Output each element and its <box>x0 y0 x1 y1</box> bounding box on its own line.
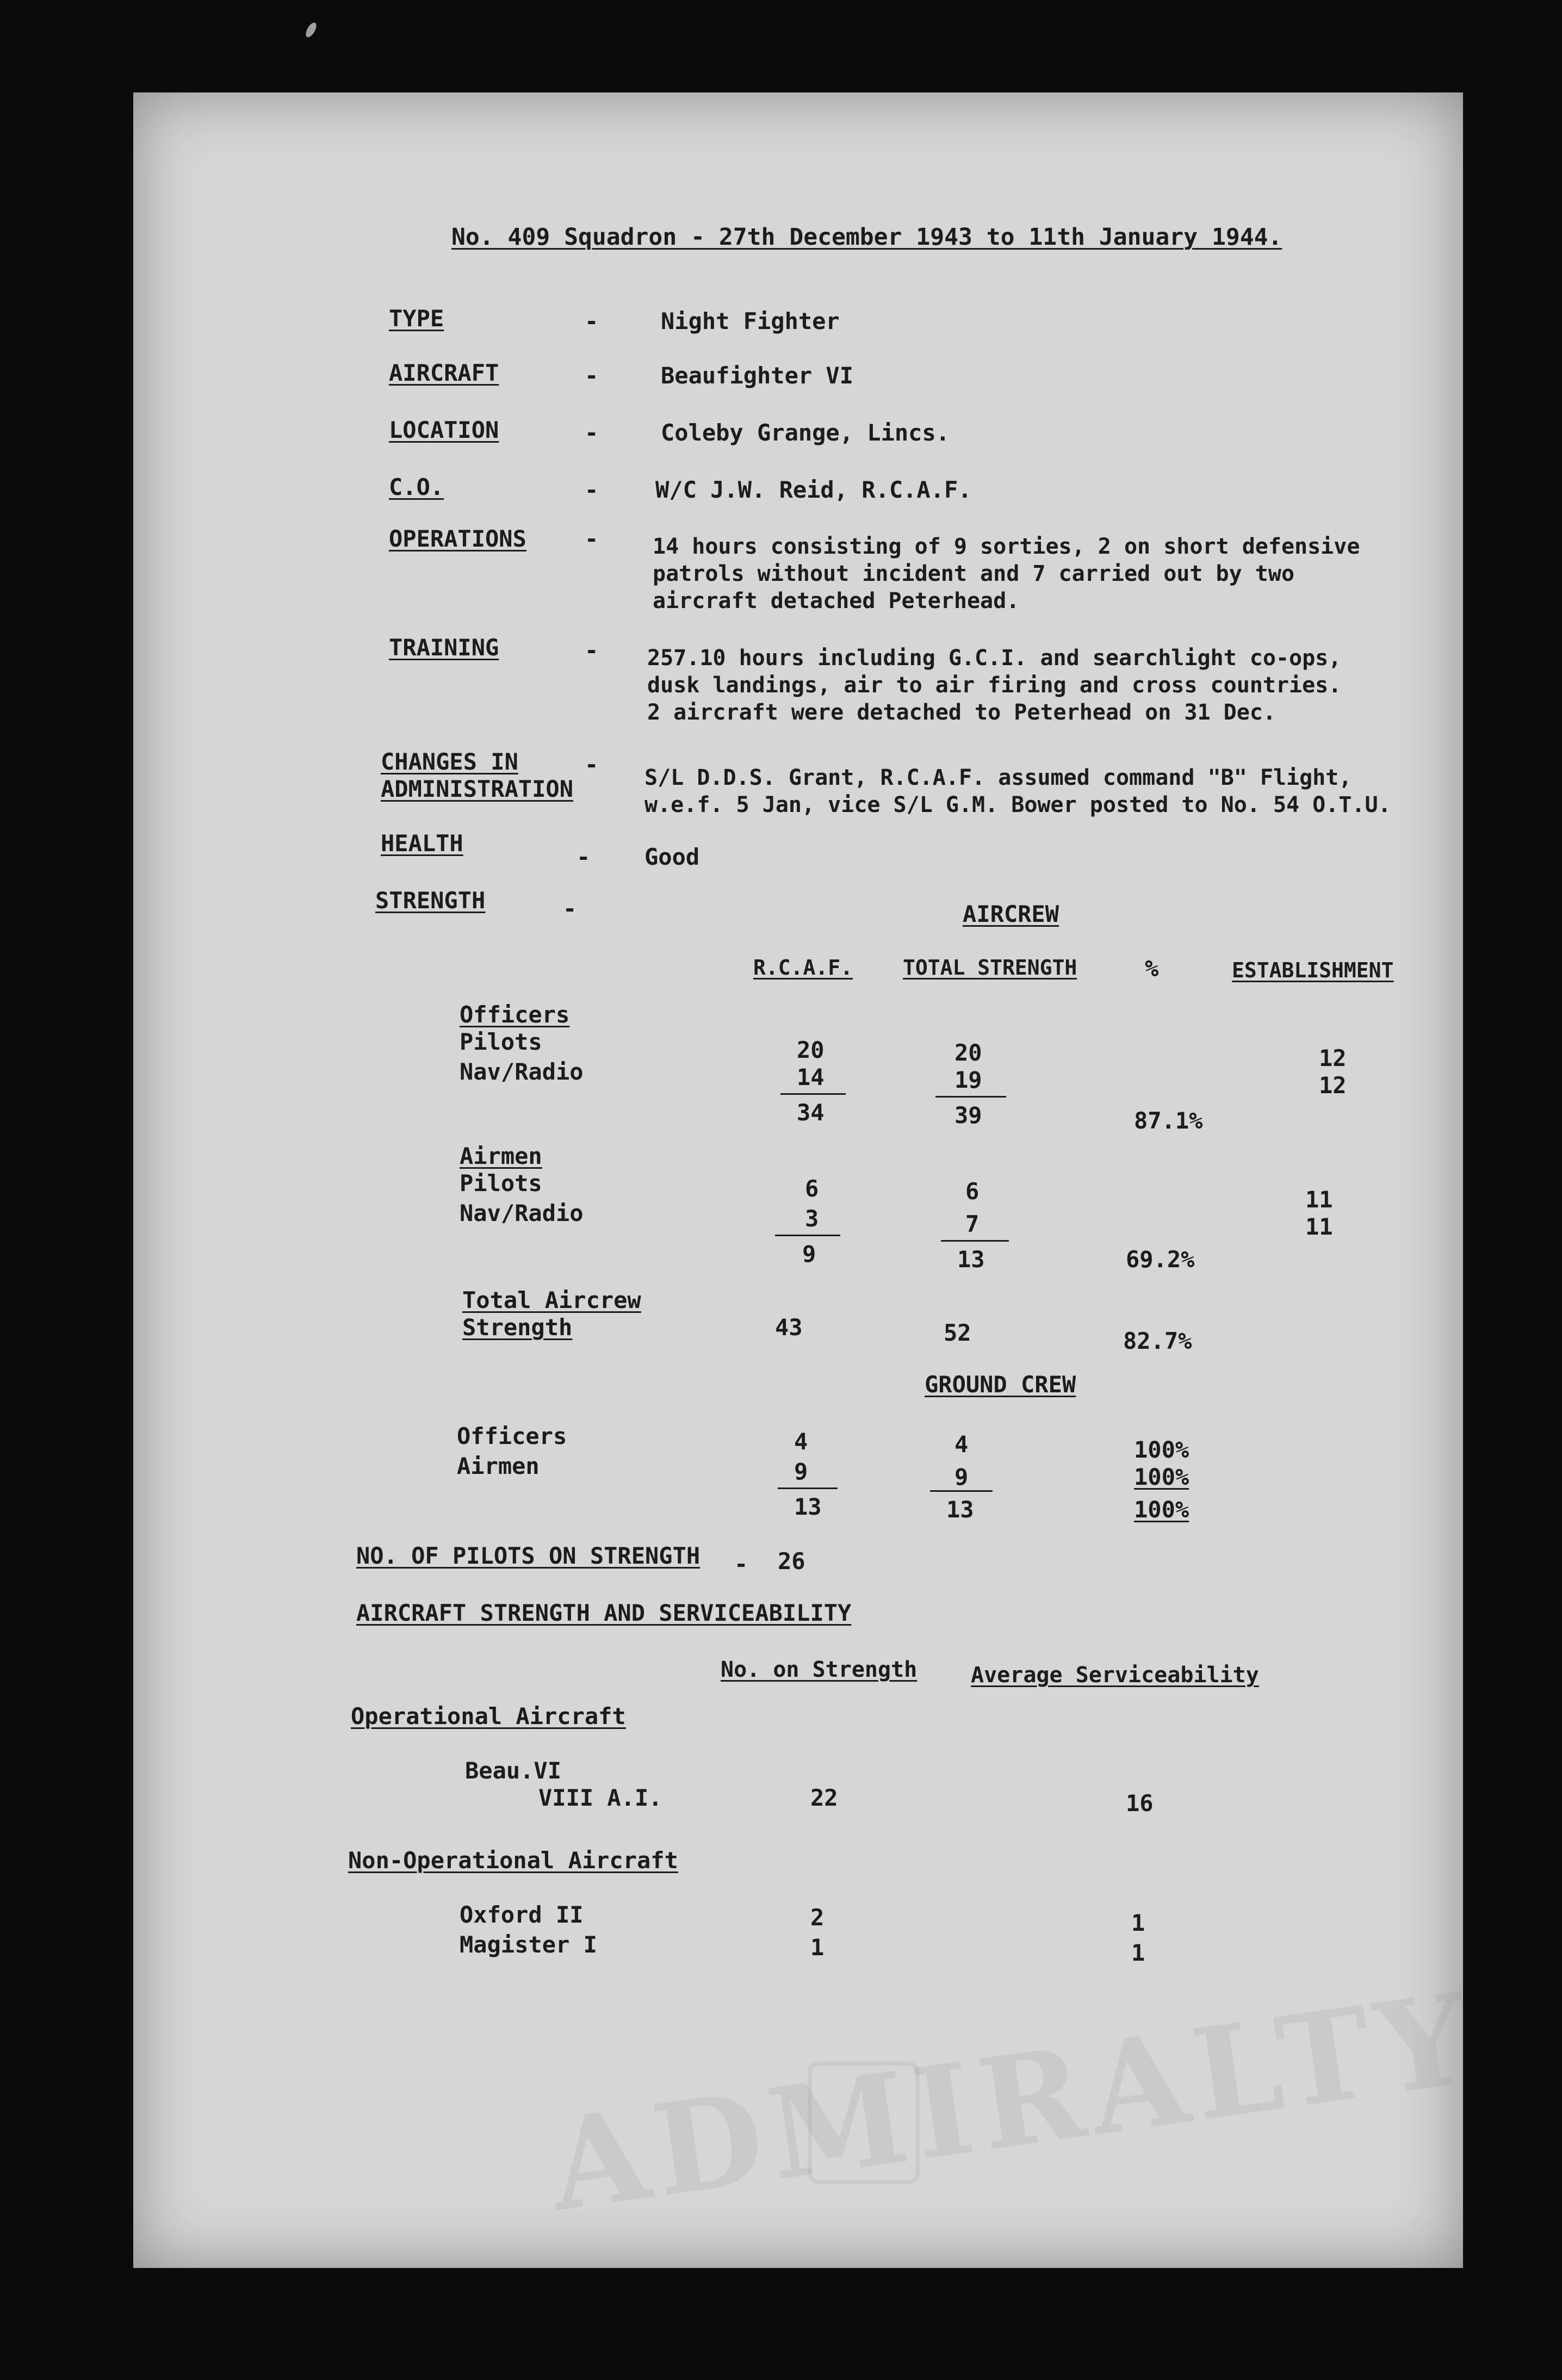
cell-percent: 69.2% <box>1126 1246 1195 1273</box>
cell-total: 6 <box>965 1178 980 1205</box>
cell-rcaf-sum: 13 <box>794 1493 822 1520</box>
column-header-average-serviceability: Average Serviceability <box>971 1663 1259 1688</box>
entry-dash: - <box>585 525 599 552</box>
cell-rcaf: 6 <box>805 1175 819 1202</box>
entry-value-training-line3: 2 aircraft were detached to Peterhead on 31 Dec. <box>647 700 1276 725</box>
section-heading-total-aircrew-strength: Strength <box>462 1314 573 1341</box>
cell-rcaf: 3 <box>805 1205 819 1232</box>
cell-strength: 2 <box>810 1904 825 1931</box>
entry-label-strength: STRENGTH <box>375 887 486 914</box>
entry-value-training-line2: dusk landings, air to air firing and cross countries. <box>647 673 1342 698</box>
entry-value-operations-line3: aircraft detached Peterhead. <box>653 588 1020 613</box>
row-label: Nav/Radio <box>460 1058 584 1085</box>
entry-value-aircraft: Beaufighter VI <box>661 362 854 389</box>
entry-label-co: C.O. <box>389 474 444 500</box>
entry-dash: - <box>585 637 599 664</box>
cell-percent: 100% <box>1134 1436 1189 1463</box>
row-label: Officers <box>457 1423 567 1449</box>
row-label: Pilots <box>460 1028 542 1055</box>
sum-rule <box>935 1096 1006 1098</box>
cell-rcaf: 9 <box>794 1458 808 1485</box>
cell-establishment: 12 <box>1319 1045 1347 1071</box>
non-operational-aircraft-heading: Non-Operational Aircraft <box>348 1847 678 1874</box>
aircraft-strength-heading: AIRCRAFT STRENGTH AND SERVICEABILITY <box>356 1600 852 1626</box>
entry-dash: - <box>734 1551 748 1577</box>
cell-total-sum: 13 <box>946 1496 974 1523</box>
cell-total: 7 <box>965 1211 980 1237</box>
entry-dash: - <box>563 895 577 922</box>
section-heading-airmen: Airmen <box>460 1143 542 1169</box>
cell-strength: 22 <box>810 1784 838 1811</box>
entry-label-aircraft: AIRCRAFT <box>389 360 499 386</box>
sum-rule <box>775 1235 840 1236</box>
watermark-stamp: ADMIRALTY <box>541 1964 1485 2240</box>
sum-rule <box>778 1488 838 1489</box>
entry-value-changes-line1: S/L D.D.S. Grant, R.C.A.F. assumed command "B" Flight, <box>644 765 1352 790</box>
cell-total: 20 <box>954 1039 982 1066</box>
entry-label-changes-line2: ADMINISTRATION <box>381 776 574 802</box>
operational-aircraft-heading: Operational Aircraft <box>351 1703 626 1730</box>
aircraft-type-line1: Beau.VI <box>465 1757 562 1784</box>
section-heading-officers: Officers <box>460 1001 570 1028</box>
cell-percent: 100% <box>1134 1464 1189 1490</box>
entry-dash: - <box>585 419 599 446</box>
cell-rcaf-total: 43 <box>775 1314 803 1341</box>
row-label: Nav/Radio <box>460 1200 584 1226</box>
entry-value-changes-line2: w.e.f. 5 Jan, vice S/L G.M. Bower posted to No. 54 O.T.U. <box>644 792 1391 817</box>
row-label: Airmen <box>457 1453 540 1479</box>
cell-establishment: 12 <box>1319 1072 1347 1099</box>
pilots-on-strength-label: NO. OF PILOTS ON STRENGTH <box>356 1542 701 1569</box>
entry-label-training: TRAINING <box>389 634 499 661</box>
entry-label-type: TYPE <box>389 305 444 332</box>
sum-rule <box>780 1093 846 1095</box>
aircraft-type: Oxford II <box>460 1901 584 1928</box>
entry-dash: - <box>585 308 599 334</box>
entry-value-type: Night Fighter <box>661 308 840 334</box>
entry-dash: - <box>585 362 599 389</box>
sum-rule <box>930 1490 993 1492</box>
column-header-establishment: ESTABLISHMENT <box>1232 958 1394 982</box>
film-speck <box>303 21 318 39</box>
cell-total-strength: 52 <box>944 1319 971 1346</box>
cell-serviceability: 1 <box>1131 1939 1145 1966</box>
section-heading-total-aircrew: Total Aircrew <box>462 1287 641 1313</box>
cell-percent-sum: 100% <box>1134 1496 1189 1523</box>
cell-percent-total: 82.7% <box>1123 1328 1192 1354</box>
entry-label-operations: OPERATIONS <box>389 525 526 552</box>
entry-value-operations-line1: 14 hours consisting of 9 sorties, 2 on short defensive <box>653 534 1360 559</box>
entry-value-operations-line2: patrols without incident and 7 carried out by two <box>653 561 1295 586</box>
cell-total: 4 <box>954 1431 969 1458</box>
column-header-no-on-strength: No. on Strength <box>721 1657 918 1682</box>
entry-label-health: HEALTH <box>381 830 463 857</box>
ground-crew-heading: GROUND CREW <box>925 1371 1076 1398</box>
cell-establishment: 11 <box>1305 1213 1333 1240</box>
cell-establishment: 11 <box>1305 1186 1333 1213</box>
entry-dash: - <box>585 476 599 503</box>
watermark-emblem <box>808 2061 920 2184</box>
entry-value-location: Coleby Grange, Lincs. <box>661 419 950 446</box>
cell-total: 19 <box>954 1067 982 1093</box>
row-label: Pilots <box>460 1170 542 1197</box>
pilots-on-strength-value: 26 <box>778 1548 805 1575</box>
cell-rcaf-sum: 9 <box>802 1241 816 1267</box>
cell-total-sum: 39 <box>954 1102 982 1129</box>
entry-dash: - <box>585 751 599 778</box>
column-header-total-strength: TOTAL STRENGTH <box>903 956 1077 980</box>
cell-percent: 87.1% <box>1134 1107 1203 1134</box>
cell-rcaf-sum: 34 <box>797 1099 825 1126</box>
cell-total: 9 <box>954 1464 969 1490</box>
cell-strength: 1 <box>810 1934 825 1961</box>
cell-serviceability: 16 <box>1126 1790 1154 1817</box>
cell-rcaf: 14 <box>797 1064 825 1090</box>
entry-value-health: Good <box>644 844 700 870</box>
cell-serviceability: 1 <box>1131 1910 1145 1936</box>
entry-label-location: LOCATION <box>389 417 499 443</box>
document-title: No. 409 Squadron - 27th December 1943 to 11th January 1944. <box>451 224 1282 251</box>
column-header-percent: % <box>1145 955 1159 982</box>
entry-value-co: W/C J.W. Reid, R.C.A.F. <box>655 476 972 503</box>
cell-rcaf: 4 <box>794 1428 808 1455</box>
entry-dash: - <box>577 844 591 870</box>
entry-label-changes-line1: CHANGES IN <box>381 748 518 775</box>
cell-total-sum: 13 <box>957 1246 985 1273</box>
aircraft-type: Magister I <box>460 1931 597 1958</box>
cell-rcaf: 20 <box>797 1037 825 1063</box>
sum-rule <box>941 1240 1009 1242</box>
aircraft-type-line2: VIII A.I. <box>538 1784 662 1811</box>
column-header-rcaf: R.C.A.F. <box>753 956 853 980</box>
aircrew-heading: AIRCREW <box>963 901 1059 927</box>
document-page <box>133 92 1485 2268</box>
entry-value-training-line1: 257.10 hours including G.C.I. and searchlight co-ops, <box>647 646 1342 671</box>
